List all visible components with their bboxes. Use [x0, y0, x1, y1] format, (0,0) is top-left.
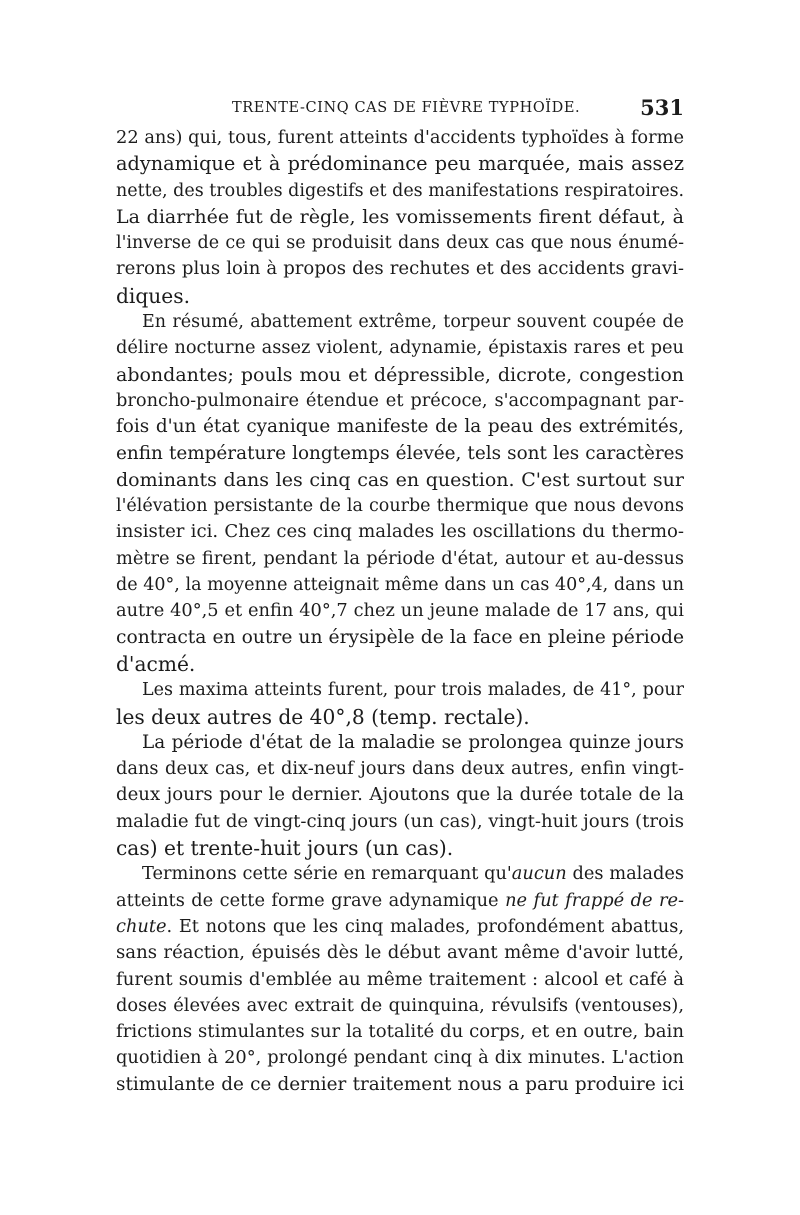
running-head: TRENTE-CINQ CAS DE FIÈVRE TYPHOÏDE. [232, 100, 581, 116]
text-line: cas) et trente-huit jours (un cas). [116, 836, 454, 861]
text-line [116, 861, 684, 887]
text-line: l'inverse de ce qui se produisit dans deux cas que nous énumé- [116, 233, 684, 254]
page-number: 531 [640, 95, 684, 120]
text-line: de 40°, la moyenne atteignait même dans un cas 40°,4, dans un [116, 575, 684, 596]
text-run: Terminons cette série en remarquant qu' [142, 863, 512, 885]
text-run: . Et notons que les cinq malades, profondément abattus, [166, 915, 684, 937]
text-line: rerons plus loin à propos des rechutes et des accidents gravi- [116, 258, 684, 280]
emphasis-run: aucun [511, 863, 567, 885]
text-line [116, 914, 684, 940]
text-line: En résumé, abattement extrême, torpeur souvent coupée de [142, 312, 684, 333]
text-line: diques. [116, 283, 191, 308]
text-run: des malades [566, 863, 684, 885]
page-header [116, 94, 684, 124]
text-line: abondantes; pouls mou et dépressible, dicrote, congestion [116, 363, 684, 386]
text-line: sans réaction, épuisés dès le début avant même d'avoir lutté, [116, 942, 684, 964]
text-line: les deux autres de 40°,8 (temp. rectale). [116, 704, 530, 729]
text-line: 22 ans) qui, tous, furent atteints d'accidents typhoïdes à forme [116, 127, 684, 148]
text-line: frictions stimulantes sur la totalité du corps, et en outre, bain [116, 1021, 684, 1043]
body-text [116, 125, 684, 1098]
text-line: stimulante de ce dernier traitement nous a paru produire ici [116, 1073, 684, 1095]
emphasis-run: ne fut frappé de re- [505, 889, 684, 911]
text-line: délire nocturne assez violent, adynamie, épistaxis rares et peu [116, 337, 684, 359]
text-line: mètre se firent, pendant la période d'état, autour et au-dessus [116, 547, 684, 569]
text-line: enfin température longtemps élevée, tels sont les caractères [116, 442, 684, 464]
text-line: contracta en outre un érysipèle de la face en pleine période [116, 626, 684, 648]
text-line: furent soumis d'emblée au même traitement : alcool et café à [116, 968, 684, 990]
text-line: deux jours pour le dernier. Ajoutons que la durée totale de la [116, 784, 684, 806]
text-line: insister ici. Chez ces cinq malades les oscillations du thermo- [116, 521, 684, 543]
text-line: nette, des troubles digestifs et des manifestations respiratoires. [116, 180, 685, 201]
text-line: Les maxima atteints furent, pour trois malades, de 41°, pour [142, 680, 684, 701]
text-line: fois d'un état cyanique manifeste de la peau des extrémités, [116, 416, 684, 438]
text-line: autre 40°,5 et enfin 40°,7 chez un jeune malade de 17 ans, qui [116, 600, 684, 622]
text-line: dans deux cas, et dix-neuf jours dans deux autres, enfin vingt- [116, 758, 684, 780]
text-line: l'élévation persistante de la courbe thermique que nous devons [116, 496, 684, 517]
emphasis-run: chute [116, 915, 167, 937]
text-run: atteints de cette forme grave adynamique [116, 889, 506, 911]
text-line: La diarrhée fut de règle, les vomissements firent défaut, à [116, 205, 684, 228]
text-line: maladie fut de vingt-cinq jours (un cas), vingt-huit jours (trois [116, 810, 684, 832]
text-line: doses élevées avec extrait de quinquina, révulsifs (ventouses), [116, 994, 684, 1016]
text-line: d'acmé. [116, 651, 196, 676]
text-line [116, 888, 684, 914]
text-line: La période d'état de la maladie se prolongea quinze jours [142, 731, 684, 753]
text-line: quotidien à 20°, prolongé pendant cinq à dix minutes. L'action [116, 1047, 684, 1069]
text-line: broncho-pulmonaire étendue et précoce, s'accompagnant par- [116, 389, 684, 411]
text-line: adynamique et à prédominance peu marquée, mais assez [116, 152, 684, 176]
text-line: dominants dans les cinq cas en question. C'est surtout sur [116, 468, 684, 491]
